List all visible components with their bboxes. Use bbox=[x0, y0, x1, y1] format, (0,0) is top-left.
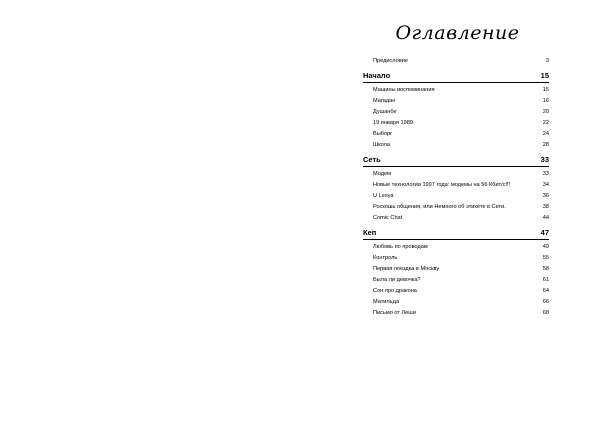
toc-entry[interactable] bbox=[373, 244, 549, 251]
toc-entry[interactable] bbox=[373, 131, 549, 138]
entry-page: 55 bbox=[542, 255, 549, 261]
entry-title: Роскошь общения, или Немного об этикете в Сети. bbox=[373, 204, 506, 210]
toc-entry[interactable] bbox=[373, 299, 549, 306]
entry-page: 38 bbox=[542, 204, 549, 210]
toc-entry[interactable] bbox=[373, 142, 549, 149]
entry-page: 34 bbox=[542, 182, 549, 188]
toc-entry[interactable] bbox=[373, 120, 549, 127]
toc-entry[interactable] bbox=[373, 204, 549, 211]
section-page: 47 bbox=[540, 228, 549, 237]
toc-entry[interactable] bbox=[373, 109, 549, 116]
toc-entry[interactable] bbox=[373, 277, 549, 284]
toc-entry[interactable] bbox=[373, 193, 549, 200]
entry-title: Душанбе bbox=[373, 109, 397, 115]
entry-page: 15 bbox=[542, 87, 549, 93]
entry-title: Контроль bbox=[373, 255, 398, 261]
toc-entry-preface[interactable] bbox=[373, 58, 549, 65]
entry-title: Выборг bbox=[373, 131, 393, 137]
section-heading[interactable] bbox=[363, 155, 549, 166]
entry-page: 24 bbox=[542, 131, 549, 137]
section-heading[interactable] bbox=[363, 228, 549, 239]
entry-title: U Lesya bbox=[373, 193, 394, 199]
entry-page: 44 bbox=[542, 215, 549, 221]
section-title: Сеть bbox=[363, 155, 381, 164]
section-page: 33 bbox=[540, 155, 549, 164]
entry-title: Comic Chat bbox=[373, 215, 403, 221]
entry-title: Модем bbox=[373, 171, 391, 177]
section-divider bbox=[363, 166, 549, 167]
toc-entry[interactable] bbox=[373, 87, 549, 94]
toc-section bbox=[363, 155, 549, 222]
toc-entry[interactable] bbox=[373, 171, 549, 178]
entry-title: Была ли девочка? bbox=[373, 277, 421, 283]
entry-title: Сон про дракона bbox=[373, 288, 417, 294]
table-of-contents bbox=[363, 22, 549, 321]
entry-title: Магадан bbox=[373, 98, 396, 104]
toc-section bbox=[363, 228, 549, 317]
section-title: Начало bbox=[363, 71, 391, 80]
entry-page: 28 bbox=[542, 142, 549, 148]
toc-entry[interactable] bbox=[373, 215, 549, 222]
toc-entry[interactable] bbox=[373, 98, 549, 105]
section-divider bbox=[363, 82, 549, 83]
toc-entry[interactable] bbox=[373, 266, 549, 273]
section-title: Кеп bbox=[363, 228, 377, 237]
entry-page: 16 bbox=[542, 98, 549, 104]
entry-title: Школа bbox=[373, 142, 390, 148]
toc-entry[interactable] bbox=[373, 310, 549, 317]
entry-page: 64 bbox=[542, 288, 549, 294]
entry-title: Первая поездка в Москву bbox=[373, 266, 440, 272]
section-divider bbox=[363, 239, 549, 240]
entry-page: 36 bbox=[542, 193, 549, 199]
entry-page: 49 bbox=[542, 244, 549, 250]
entry-page: 33 bbox=[542, 171, 549, 177]
entry-title: Предисловие bbox=[373, 58, 408, 64]
entry-page: 22 bbox=[542, 120, 549, 126]
entry-page: 66 bbox=[542, 299, 549, 305]
toc-entry[interactable] bbox=[373, 288, 549, 295]
entry-title: Новые технологии 1997 года: модемы на 56 Кбит/с!!! bbox=[373, 182, 511, 188]
entry-page: 68 bbox=[542, 310, 549, 316]
entry-page: 20 bbox=[542, 109, 549, 115]
toc-entry[interactable] bbox=[373, 255, 549, 262]
entry-page: 3 bbox=[545, 58, 549, 64]
entry-title: Матильда bbox=[373, 299, 399, 305]
toc-entry[interactable] bbox=[373, 182, 549, 189]
entry-title: Любовь по проводам bbox=[373, 244, 428, 250]
entry-title: Машины воспоминания bbox=[373, 87, 435, 93]
section-page: 15 bbox=[540, 71, 549, 80]
entry-title: 19 января 1989 bbox=[373, 120, 413, 126]
toc-title: Оглавление bbox=[395, 22, 520, 44]
entry-page: 61 bbox=[542, 277, 549, 283]
toc-section bbox=[363, 71, 549, 149]
section-heading[interactable] bbox=[363, 71, 549, 82]
entry-title: Письмо от Леши bbox=[373, 310, 416, 316]
entry-page: 58 bbox=[542, 266, 549, 272]
